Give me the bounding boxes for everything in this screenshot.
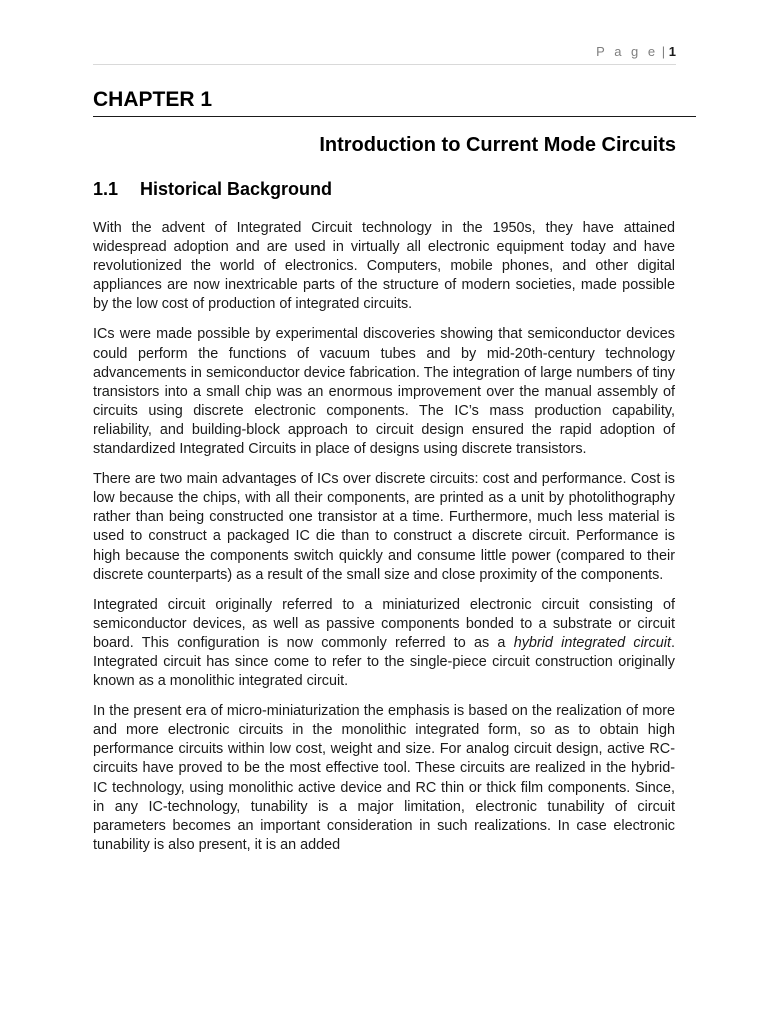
- paragraph-1: With the advent of Integrated Circuit technology in the 1950s, they have attained widespread adoption and are used in virtually all electronic equipment today and have revolutionized the world of electronics. Computers, mobile phones, and other digital appliances are now inextricable parts of the structure of modern societies, made possible by the low cost of production of integrated circuits.: [93, 220, 675, 313]
- section-heading: [93, 179, 332, 200]
- paragraph-4: [93, 596, 675, 691]
- section-title: Historical Background: [140, 179, 333, 199]
- paragraph-3: There are two main advantages of ICs over discrete circuits: cost and performance. Cost is low because the chips, with all their components, are printed as a unit by photolithography rather than being constructed one transistor at a time. Furthermore, much less material is used to construct a packaged IC die than to construct a discrete circuit. Performance is high because the components switch quickly and consume little power (compared to their discrete counterparts) as a result of the small size and close proximity of the components.: [93, 471, 675, 583]
- paragraph-4-text-end: . Integrated circuit has since come to refer to the single-piece circuit construction originally known as a monolithic integrated circuit.: [93, 634, 675, 690]
- paragraph-4-text: Integrated circuit originally referred to a miniaturized electronic circuit consisting of semiconductor devices, as well as passive components bonded to a substrate or circuit board. This configuration is now commonly referred to as a: [93, 596, 675, 651]
- paragraph-5: In the present era of micro-miniaturization the emphasis is based on the realization of more and more electronic circuits in the monolithic integrated form, so as to obtain high performance circuits within low cost, weight and size. For analog circuit design, active RC-circuits have proved to be the most effective tool. These circuits are realized in the hybrid-IC technology, using monolithic active device and RC thin or thick film components. Since, in any IC-technology, tunability is a major limitation, electronic tunability of circuit parameters becomes an important consideration in such realizations. In case electronic tunability is also present, it is an added: [93, 703, 675, 853]
- page-number: 1: [668, 44, 676, 59]
- chapter-title: Introduction to Current Mode Circuits: [319, 134, 676, 156]
- section-number: 1.1: [93, 179, 119, 199]
- page-label: P a g e: [596, 44, 659, 59]
- chapter-heading: CHAPTER 1: [93, 88, 696, 117]
- emphasis-hybrid-ic: hybrid integrated circuit: [513, 634, 671, 651]
- paragraph-2: ICs were made possible by experimental discoveries showing that semiconductor devices could perform the functions of vacuum tubes and by mid-20th-century technology advancements in semiconductor device fabrication. The integration of large numbers of tiny transistors into a small chip was an enormous improvement over the manual assembly of circuits using discrete electronic components. The IC’s mass production capability, reliability, and building-block approach to circuit design ensured the rapid adoption of standardized Integrated Circuits in place of designs using discrete transistors.: [93, 326, 675, 458]
- page-separator: |: [661, 44, 666, 59]
- body-text: [93, 219, 675, 866]
- page-header: [93, 44, 676, 65]
